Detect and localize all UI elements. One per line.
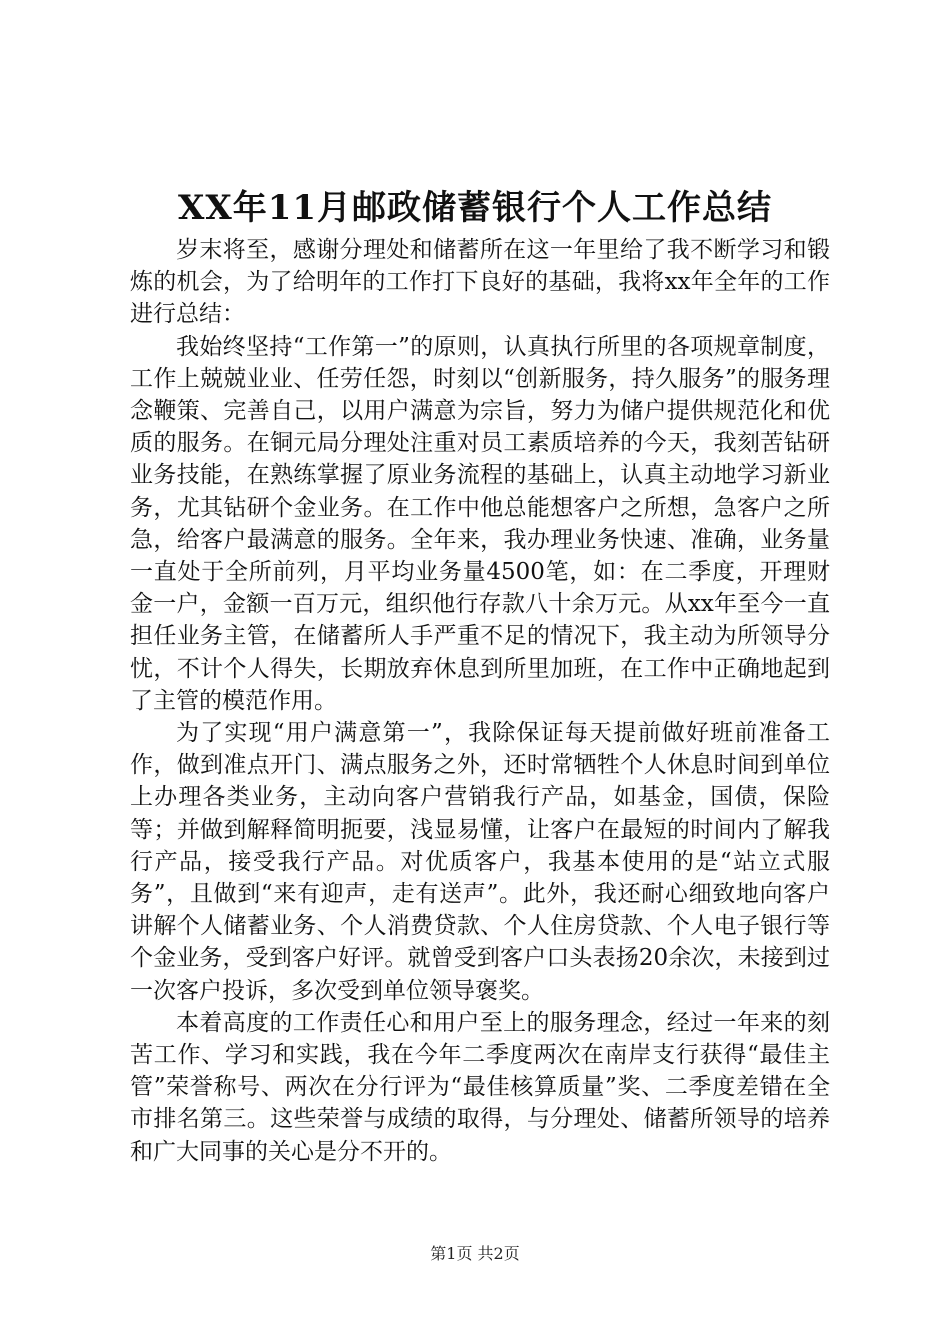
document-body bbox=[130, 234, 830, 1168]
paragraph-work-principles: 我始终坚持“工作第一”的原则，认真执行所里的各项规章制度，工作上兢兢业业、任劳任怨，时刻以“创新服务，持久服务”的服务理念鞭策、完善自己，以用户满意为宗旨，努力为储户提供规范化和优质的服务。在铜元局分理处注重对员工素质培养的今天，我刻苦钻研业务技能，在熟练掌握了原业务流程的基础上，认真主动地学习新业务，尤其钻研个金业务。在工作中他总能想客户之所想，急客户之所急，给客户最满意的服务。全年来，我办理业务快速、准确，业务量一直处于全所前列，月平均业务量4500笔，如：在二季度，开理财金一户，金额一百万元，组织他行存款八十余万元。从xx年至今一直担任业务主管，在储蓄所人手严重不足的情况下，我主动为所领导分忧，不计个人得失，长期放弃休息到所里加班，在工作中正确地起到了主管的模范作用。 bbox=[130, 333, 830, 714]
document-title: XX年11月邮政储蓄银行个人工作总结 bbox=[177, 188, 773, 228]
page-number-footer: 第1页 共2页 bbox=[430, 1244, 520, 1263]
paragraph-customer-service: 为了实现“用户满意第一”，我除保证每天提前做好班前准备工作，做到准点开门、满点服务之外，还时常牺牲个人休息时间到单位上办理各类业务，主动向客户营销我行产品，如基金，国债，保险等；并做到解释简明扼要，浅显易懂，让客户在最短的时间内了解我行产品，接受我行产品。对优质客户，我基本使用的是“站立式服务”，且做到“来有迎声，走有送声”。此外，我还耐心细致地向客户讲解个人储蓄业务、个人消费贷款、个人住房贷款、个人电子银行等个金业务，受到客户好评。就曾受到客户口头表扬20余次，未接到过一次客户投诉，多次受到单位领导褒奖。 bbox=[130, 720, 830, 1004]
paragraph-honors: 本着高度的工作责任心和用户至上的服务理念，经过一年来的刻苦工作、学习和实践，我在今年二季度两次在南岸支行获得“最佳主管”荣誉称号、两次在分行评为“最佳核算质量”奖、二季度差错在全市排名第三。这些荣誉与成绩的取得，与分理处、储蓄所领导的培养和广大同事的关心是分不开的。 bbox=[130, 1009, 830, 1165]
paragraph-intro: 岁末将至，感谢分理处和储蓄所在这一年里给了我不断学习和锻炼的机会，为了给明年的工作打下良好的基础，我将xx年全年的工作进行总结： bbox=[130, 237, 830, 328]
